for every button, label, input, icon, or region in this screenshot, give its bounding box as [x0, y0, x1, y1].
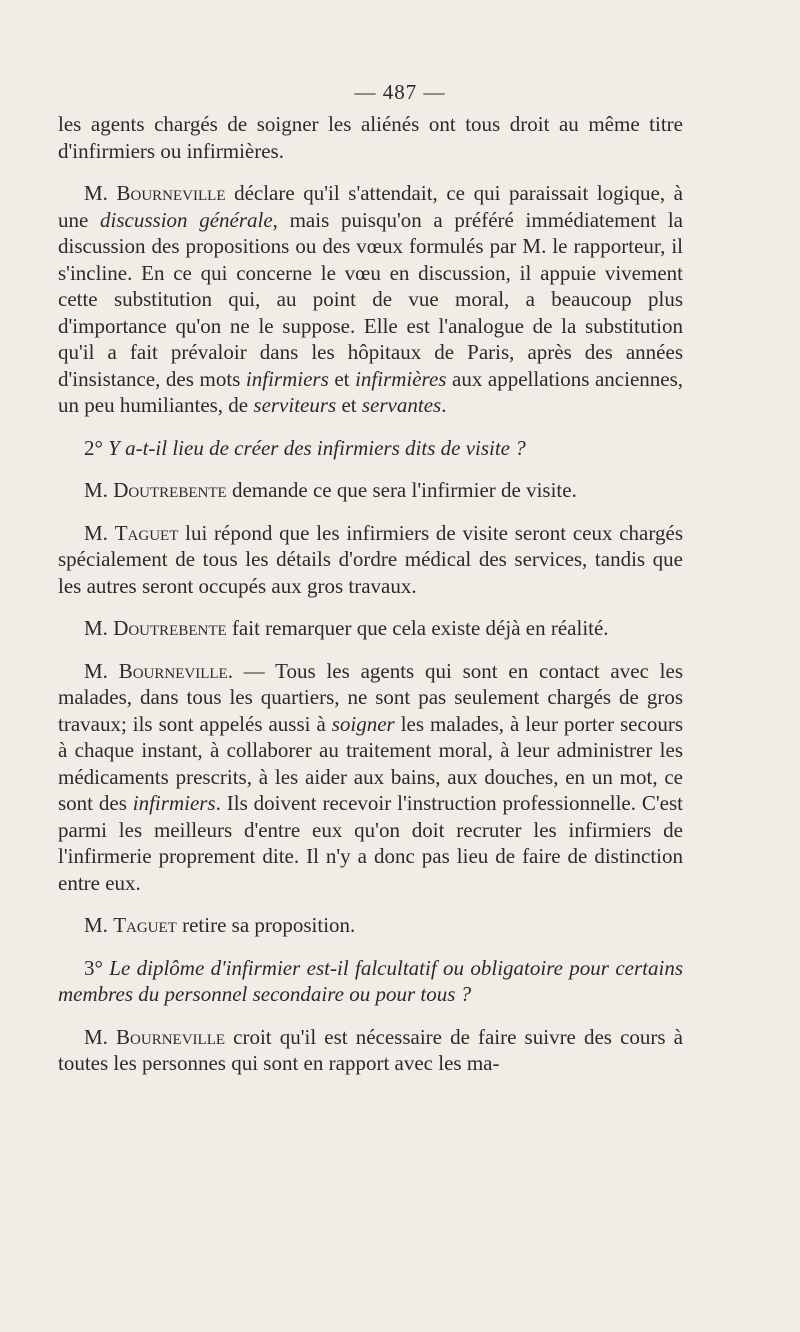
paragraph-0: [58, 111, 683, 164]
text-run: .: [441, 393, 447, 417]
question-heading: Le diplôme d'infirmier est-il falcultatif ou obligatoire pour certains membres du personnel secondaire ou pour tous ?: [58, 955, 683, 1006]
paragraph-2: [58, 435, 683, 462]
text-run: 2°: [84, 435, 109, 460]
paragraph-6: [58, 658, 683, 897]
question-heading: Y a-t-il lieu de créer des infirmiers dits de visite ?: [108, 435, 526, 460]
speaker-name: Taguet: [114, 520, 179, 545]
paragraph-5: [58, 615, 683, 642]
text-run: déclare qu'il s'attendait, ce qui paraissait logique, à une: [58, 181, 683, 232]
speaker-name: Taguet: [113, 913, 177, 937]
speaker-name: Bourneville: [118, 658, 228, 683]
text-run: M.: [84, 181, 117, 205]
paragraph-3: [58, 477, 683, 504]
text-run: . Ils doivent recevoir l'instruction professionnelle. C'est parmi les meilleurs d'entre eux qu'on doit recruter les infirmiers de l'infirmerie proprement dite. Il n'y a donc pas lieu de faire de distinction entre eux.: [58, 791, 684, 895]
paragraph-8: [58, 955, 683, 1008]
text-run: , mais puisqu'on a préféré immédiatement la discussion des propositions ou des vœux formulés par M. le rapporteur, il s'incline. En ce qui concerne le vœu en discussion, il appuie vivement cette substitution qui, au point de vue moral, a beaucoup plus d'importance qu'on ne le suppose. Elle est l'analogue de la substitution qu'il a fait prévaloir dans les hôpitaux de Paris, après des années d'insistance, des mots: [58, 207, 683, 391]
text-run: lui répond que les infirmiers de visite seront ceux chargés spécialement de tous les détails d'ordre médical des services, tandis que les autres seront occupés aux gros travaux.: [58, 520, 683, 598]
italic-text: serviteurs: [253, 393, 337, 417]
paragraph-7: [58, 912, 683, 939]
text-run: aux appellations anciennes, un peu humiliantes, de: [58, 366, 684, 417]
text-run: fait remarquer que cela existe déjà en réalité.: [226, 616, 609, 640]
speaker-name: Bourneville: [116, 181, 226, 205]
text-run: retire sa proposition.: [176, 913, 356, 937]
text-run: M.: [84, 616, 114, 640]
paragraph-1: [58, 180, 683, 419]
text-run: . — Tous les agents qui sont en contact avec les malades, dans tous les quartiers, ne sont pas seulement chargés de gros travaux; ils sont appelés aussi à: [58, 658, 683, 736]
text-run: M.: [84, 913, 114, 937]
text-run: et: [336, 393, 362, 417]
speaker-name: Bourneville: [116, 1024, 226, 1049]
italic-text: infirmières: [355, 366, 447, 391]
italic-text: infirmiers: [132, 791, 216, 815]
text-run: 3°: [84, 955, 110, 980]
text-run: M.: [84, 478, 114, 502]
italic-text: servantes: [361, 393, 442, 417]
paragraph-4: [58, 520, 683, 600]
italic-text: discussion générale: [100, 207, 273, 232]
body-text: [58, 111, 683, 1093]
text-run: M.: [84, 658, 119, 683]
speaker-name: Doutrebente: [113, 478, 227, 502]
page-number: — 487 —: [354, 80, 446, 104]
text-run: les malades, à leur porter secours à chaque instant, à collaborer au traitement moral, à leur administrer les médicaments prescrits, à les aider aux bains, aux douches, en un mot, ce sont des: [58, 711, 683, 815]
text-run: et: [328, 366, 356, 391]
text-run: M.: [84, 520, 115, 545]
text-run: M.: [84, 1024, 117, 1049]
speaker-name: Doutrebente: [113, 616, 227, 640]
italic-text: infirmiers: [245, 366, 329, 391]
text-run: les agents chargés de soigner les aliénés ont tous droit au même titre d'infirmiers ou infirmières.: [58, 112, 683, 163]
italic-text: soigner: [331, 711, 395, 736]
text-run: croit qu'il est nécessaire de faire suivre des cours à toutes les personnes qui sont en rapport avec les ma-: [58, 1024, 683, 1075]
text-run: demande ce que sera l'infirmier de visite.: [226, 478, 577, 502]
paragraph-9: [58, 1024, 683, 1077]
